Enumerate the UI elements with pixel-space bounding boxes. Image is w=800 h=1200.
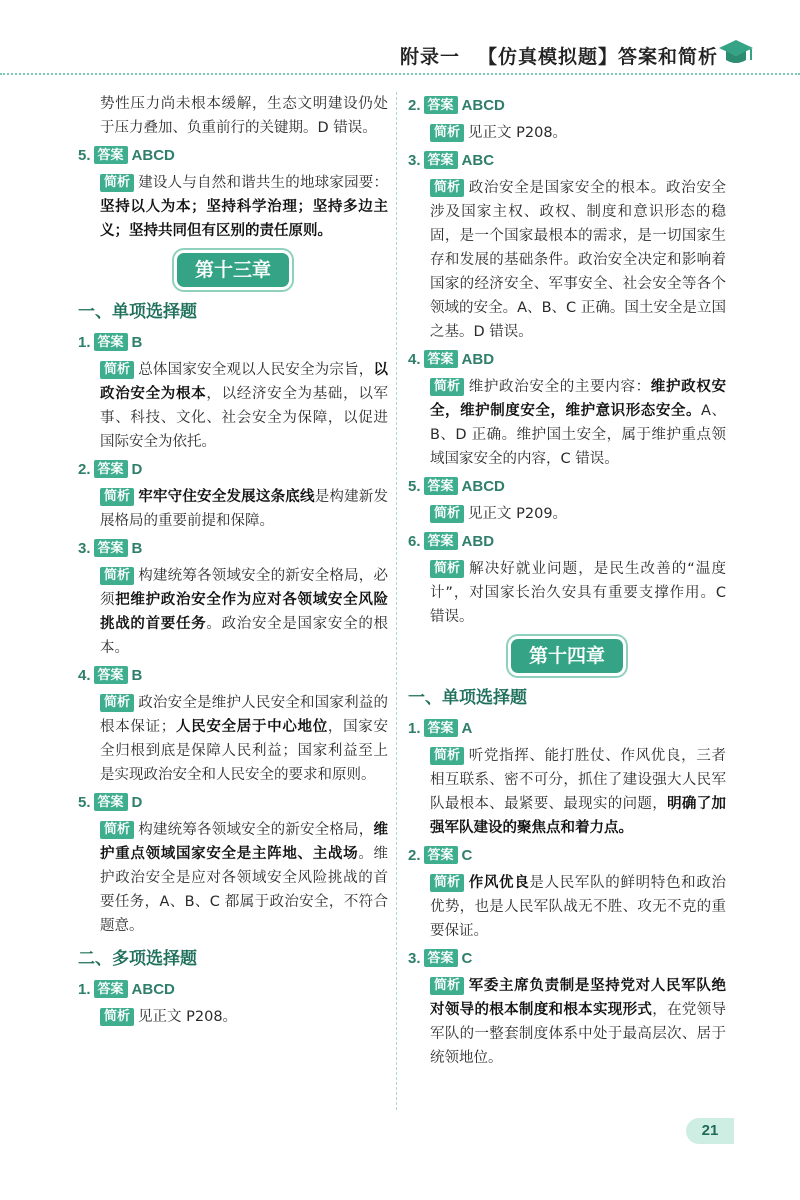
answer-value: ABCD: [131, 981, 175, 998]
answer-value: B: [131, 334, 143, 351]
analysis-tag: 简析: [100, 567, 134, 585]
analysis-tag: 简析: [100, 174, 134, 192]
answer-tag: 答案: [424, 151, 458, 169]
header-divider: [0, 73, 800, 75]
answer-tag: 答案: [94, 539, 128, 557]
answer-tag: 答案: [94, 666, 128, 684]
right-column: [408, 92, 726, 1074]
page-number: 21: [686, 1118, 734, 1144]
analysis-tag: 简析: [430, 179, 464, 197]
analysis-tag: 简析: [100, 694, 134, 712]
analysis-text: 简析 维护政治安全的主要内容：维护政权安全，维护制度安全，维护意识形态安全。A、B、D 正确。维护国土安全，属于维护重点领域国家安全的内容，C 错误。: [430, 379, 727, 467]
answer-value: ABD: [461, 533, 495, 550]
header-section-title: 【仿真模拟题】答案和简析: [477, 46, 718, 68]
answer-value: ABCD: [131, 147, 175, 164]
answer-line: 5. 答案 ABCD: [408, 478, 505, 495]
analysis-text: 简析 建设人与自然和谐共生的地球家园要：坚持以人为本；坚持科学治理；坚持多边主义；坚持共同但有区别的责任原则。: [100, 175, 388, 239]
answer-value: C: [461, 847, 473, 864]
answer-line: 4. 答案 ABD: [408, 351, 495, 368]
analysis-text: 简析 构建统筹各领域安全的新安全格局，维护重点领域国家安全是主阵地、主战场。维护政治安全是应对各领域安全风险挑战的首要任务，A、B、C 都属于政治安全，不符合题意。: [100, 822, 389, 934]
chapter-heading: 第十三章: [177, 253, 289, 287]
answer-value: B: [131, 540, 143, 557]
analysis-text: 简析 政治安全是国家安全的根本。政治安全涉及国家主权、政权、制度和意识形态的稳固，是一个国家最根本的需求，是一切国家生存和发展的基础条件。政治安全决定和影响着国家的经济安全、军事安全、社会安全等各个领域的安全。A、B、C 正确。国土安全是立国之基。D 错误。: [430, 180, 726, 340]
answer-value: B: [131, 667, 143, 684]
analysis-tag: 简析: [100, 488, 134, 506]
answer-value: ABCD: [461, 478, 505, 495]
section-title: 一、单项选择题: [408, 688, 527, 708]
analysis-text: 简析 政治安全是维护人民安全和国家利益的根本保证；人民安全居于中心地位，国家安全归根到底是保障人民利益；国家利益至上是实现政治安全和人民安全的要求和原则。: [100, 695, 389, 783]
analysis-text: 简析 军委主席负责制是坚持党对人民军队绝对领导的根本制度和根本实现形式，在党领导军队的一整套制度体系中处于最高层次、居于统领地位。: [430, 978, 727, 1066]
answer-tag: 答案: [94, 793, 128, 811]
answer-line: 3. 答案 B: [78, 540, 143, 557]
answer-tag: 答案: [424, 949, 458, 967]
analysis-text: 简析 总体国家安全观以人民安全为宗旨，以政治安全为根本，以经济安全为基础，以军事、科技、文化、社会安全为保障，以促进国际安全为依托。: [100, 362, 389, 450]
answer-value: D: [131, 794, 143, 811]
answer-tag: 答案: [424, 719, 458, 737]
appendix-label: 附录一: [399, 46, 460, 68]
answer-line: 1. 答案 A: [408, 720, 473, 737]
analysis-text: 简析 作风优良是人民军队的鲜明特色和政治优势，也是人民军队战无不胜、攻无不克的重要保证。: [430, 875, 727, 939]
answer-line: 3. 答案 ABC: [408, 152, 495, 169]
analysis-text: 简析 见正文 P209。: [430, 502, 726, 526]
answer-line: 5. 答案 D: [78, 794, 143, 811]
answer-value: ABCD: [461, 97, 505, 114]
answer-value: C: [461, 950, 473, 967]
analysis-tag: 简析: [430, 874, 464, 892]
answer-tag: 答案: [424, 532, 458, 550]
continued-text: 势性压力尚未根本缓解，生态文明建设仍处于压力叠加、负重前行的关键期。D 错误。: [100, 96, 388, 136]
analysis-text: 简析 牢牢守住安全发展这条底线是构建新发展格局的重要前提和保障。: [100, 489, 389, 529]
analysis-tag: 简析: [430, 505, 464, 523]
answer-tag: 答案: [424, 846, 458, 864]
analysis-tag: 简析: [100, 361, 134, 379]
analysis-tag: 简析: [430, 747, 464, 765]
analysis-text: 简析 解决好就业问题，是民生改善的“温度计”，对国家长治久安具有重要支撑作用。C 错误。: [430, 561, 726, 625]
analysis-text: 简析 见正文 P208。: [430, 121, 726, 145]
left-column: [78, 92, 388, 1033]
answer-tag: 答案: [94, 333, 128, 351]
column-divider: [396, 92, 397, 1110]
section-title: 一、单项选择题: [78, 302, 197, 322]
answer-tag: 答案: [424, 350, 458, 368]
analysis-text: 简析 听党指挥、能打胜仗、作风优良，三者相互联系、密不可分，抓住了建设强大人民军队最根本、最紧要、最现实的问题，明确了加强军队建设的聚焦点和着力点。: [430, 748, 727, 836]
answer-line: 1. 答案 B: [78, 334, 143, 351]
answer-line: 2. 答案 C: [408, 847, 473, 864]
answer-tag: 答案: [94, 460, 128, 478]
answer-line: 6. 答案 ABD: [408, 533, 495, 550]
answer-line: 3. 答案 C: [408, 950, 473, 967]
answer-line: 5. 答案 ABCD: [78, 147, 175, 164]
answer-tag: 答案: [424, 96, 458, 114]
chapter-heading: 第十四章: [511, 639, 623, 673]
answer-tag: 答案: [424, 477, 458, 495]
answer-tag: 答案: [94, 146, 128, 164]
graduation-cap-icon: [718, 36, 754, 68]
page-header: [0, 0, 800, 78]
analysis-tag: 简析: [430, 378, 464, 396]
answer-tag: 答案: [94, 980, 128, 998]
analysis-tag: 简析: [430, 560, 464, 578]
answer-line: 1. 答案 ABCD: [78, 981, 175, 998]
answer-line: 2. 答案 D: [78, 461, 143, 478]
answer-line: 4. 答案 B: [78, 667, 143, 684]
section-title: 二、多项选择题: [78, 949, 197, 969]
analysis-tag: 简析: [100, 1008, 134, 1026]
answer-line: 2. 答案 ABCD: [408, 97, 505, 114]
answer-value: D: [131, 461, 143, 478]
answer-value: ABD: [461, 351, 495, 368]
header-title: [400, 42, 718, 69]
analysis-tag: 简析: [430, 977, 464, 995]
answer-value: ABC: [461, 152, 495, 169]
analysis-tag: 简析: [430, 124, 464, 142]
analysis-tag: 简析: [100, 821, 134, 839]
analysis-text: 简析 见正文 P208。: [100, 1005, 388, 1029]
analysis-text: 简析 构建统筹各领域安全的新安全格局，必须把维护政治安全作为应对各领域安全风险挑战的首要任务。政治安全是国家安全的根本。: [100, 568, 389, 656]
answer-value: A: [461, 720, 473, 737]
